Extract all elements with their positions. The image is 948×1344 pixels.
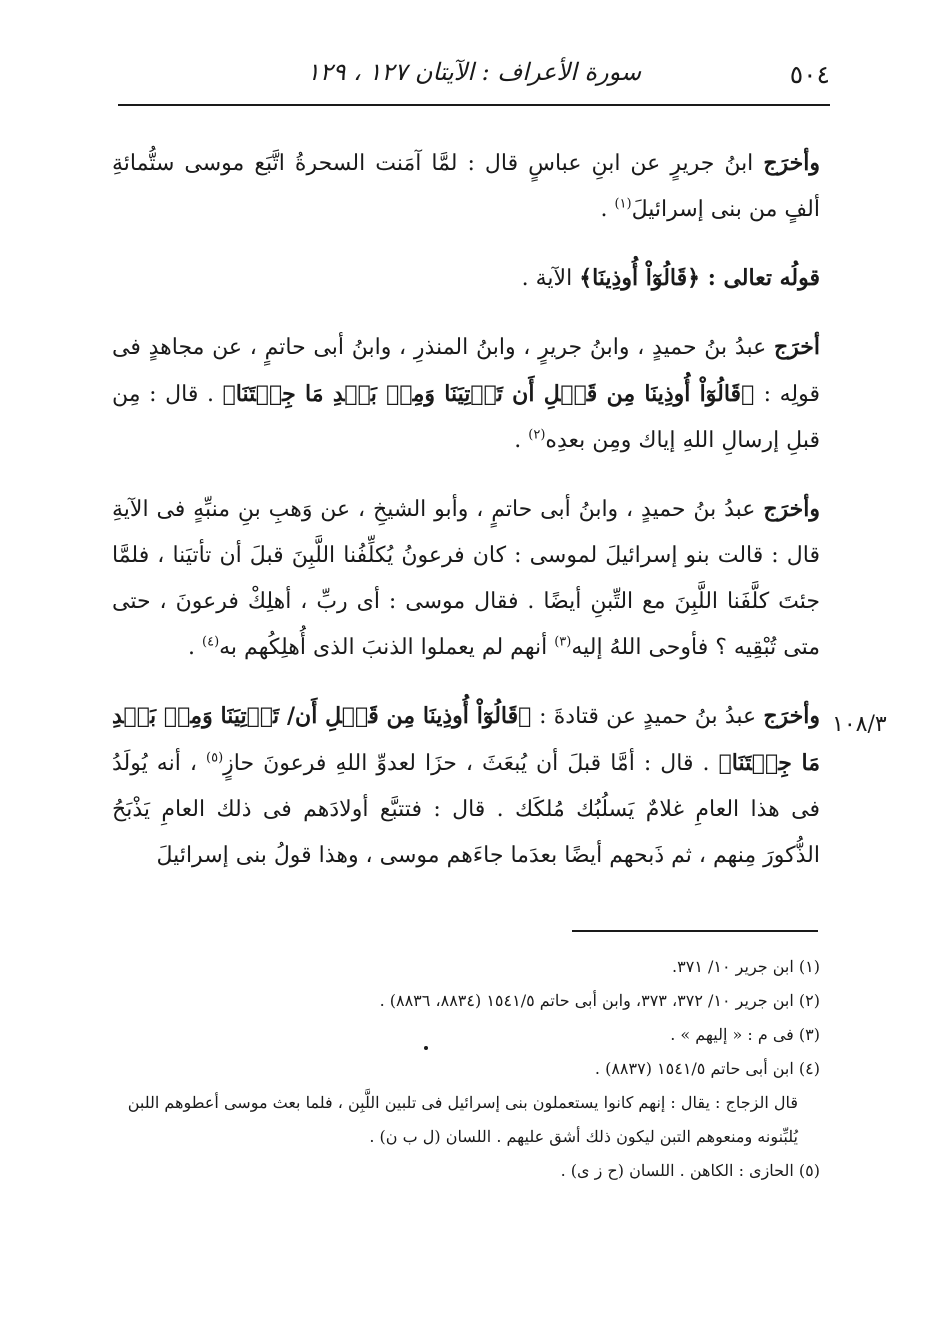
footnote-marker: (١)	[614, 196, 632, 212]
footnote-3: (٣) فى م : « إليهم » .	[670, 1025, 820, 1044]
paragraph-lead: وأخرَج	[763, 150, 820, 176]
paragraph-1	[112, 140, 820, 233]
paragraph-text: ابنُ جريرٍ عن ابنِ عباسٍ قال : لمَّا آمَنت السحرةُ اتَّبَع موسى ستُّمائةِ ألفٍ من بنى إسرائيلَ	[112, 151, 820, 222]
margin-reference: ١٠٨/٣	[832, 712, 887, 737]
page-number: ٥٠٤	[789, 60, 830, 89]
paragraph-text: عبدُ بنُ حميدٍ ، وابنُ أبى حاتمٍ ، وأبو الشيخِ ، عن وَهبِ بنِ منبِّهٍ فى الآيةِ قال : قالت بنو إسرائيلَ لموسى : كان فرعونُ يُكلِّفُنا اللَّبِنَ قبلَ أن تأتيَنا ، فلمَّا جئتَ كلَّفَنا اللَّبِنَ مع التِّبنِ أيضًا . فقال موسى : أى ربِّ ، أهلِكْ فرعونَ ، حتى متى تُبْقِيه ؟ فأوحى اللهُ إليه	[112, 497, 820, 660]
paragraph-3	[112, 324, 820, 464]
footnote-marker: (٤)	[202, 634, 220, 650]
footnote-marker: (٥)	[206, 750, 224, 766]
paragraph-tail: ، أنه يُولَدُ فى هذا العامِ غلامٌ يَسلُبُك مُلكَك . قال : فتتبَّع أولادَهم فى ذلك العامِ يَذْبَحُ الذُّكورَ مِنهم ، ثم ذَبحهم أيضًا بعدَما جاءَهم موسى ، وهذا قولُ بنى إسرائيلَ	[112, 751, 820, 868]
paragraph-text-2: أنهم لم يعملوا الذنبَ الذى أُهلِكُهم به	[219, 635, 555, 660]
paragraph-tail: .	[188, 635, 202, 660]
verse-heading: قولُه تعالى :	[707, 265, 820, 291]
footnote-4: (٤) ابن أبى حاتم ١٥٤١/٥ (٨٨٣٧) .	[594, 1059, 820, 1078]
quran-quote: ﴿قَالُوٓاْ أُوذِينَا مِن قَبۡلِ أَن تَأۡتِيَنَا وَمِنۢ بَعۡدِ مَا جِئۡتَنَا﴾	[222, 381, 764, 407]
paragraph-text: عبدُ بنُ حميدٍ ، وابنُ جريرٍ ، وابنُ المنذرِ ، وابنُ أبى حاتمٍ ، عن مجاهدٍ فى قولِه :	[112, 335, 820, 407]
quran-quote: ﴿قَالُوٓاْ أُوذِينَا﴾	[579, 265, 708, 291]
main-text	[112, 140, 820, 901]
paragraph-lead: أخرَج	[773, 334, 820, 360]
footnote-marker: (٢)	[528, 427, 546, 443]
print-speck	[424, 1046, 428, 1050]
footnote-1: (١) ابن جرير ١٠/ ٣٧١.	[672, 957, 820, 976]
paragraph-lead: وأخرَج	[763, 703, 820, 729]
quran-quote: ﴿قَالُوٓاْ أُوذِينَا مِن قَبۡلِ أَن/ تَأۡتِيَنَا وَمِنۢ بَعۡدِ مَا جِئۡتَنَا﴾	[112, 703, 820, 776]
header-rule	[118, 104, 830, 106]
footnote-2: (٢) ابن جرير ١٠/ ٣٧٢، ٣٧٣، وابن أبى حاتم ١٥٤١/٥ (٨٨٣٤، ٨٨٣٦) .	[379, 991, 820, 1010]
footnote-4-comment: قال الزجاج : يقال : إنهم كانوا يستعملون بنى إسرائيل فى تلبين اللَّبِن ، فلما بعث موسى أعطوهم اللبن يُلبِّنونه ومنعوهم التبن ليكون ذلك أشق عليهم . اللسان (ل ب ن) .	[127, 1093, 798, 1146]
paragraph-text: الآية .	[521, 266, 580, 291]
footnotes	[112, 950, 820, 1188]
paragraph-tail: .	[600, 197, 615, 222]
running-title: سورة الأعراف : الآيتان ١٢٧ ، ١٢٩	[306, 58, 642, 86]
paragraph-lead: وأخرَج	[763, 496, 820, 522]
paragraph-text-2: . قال : مِن قبلِ إرسالِ اللهِ إياك ومِن بعدِه	[112, 382, 820, 453]
paragraph-tail: .	[514, 428, 529, 453]
footnote-marker: (٣)	[554, 634, 572, 650]
paragraph-text: عبدُ بنُ حميدٍ عن قتادةَ :	[539, 704, 764, 729]
page-header	[118, 58, 830, 94]
footnote-5: (٥) الحازى : الكاهن . اللسان (ح ز ى) .	[560, 1161, 820, 1180]
paragraph-text-2: . قال : أمَّا قبلَ أن يُبعَثَ ، حزَا لعدوِّ اللهِ فرعونَ حازٍ	[223, 751, 719, 776]
paragraph-2	[112, 255, 820, 302]
paragraph-5	[112, 693, 820, 879]
paragraph-4	[112, 486, 820, 671]
footnote-rule	[572, 930, 818, 932]
